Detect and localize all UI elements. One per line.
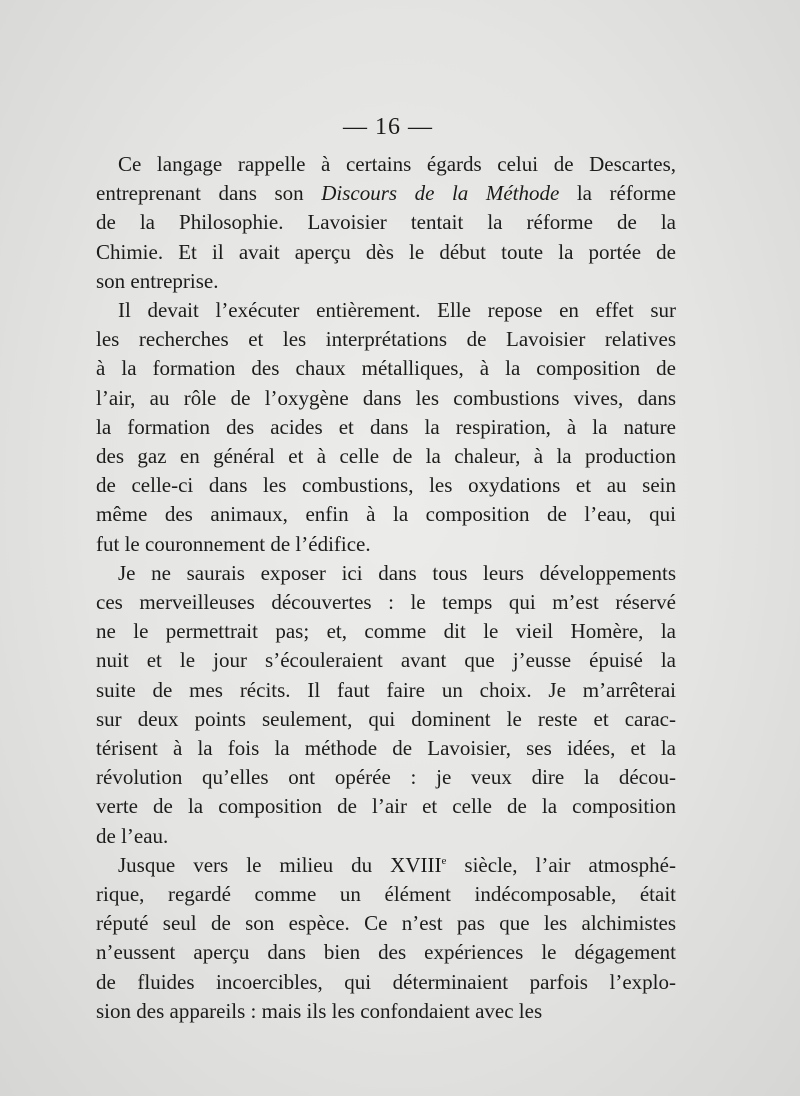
text-line xyxy=(96,179,676,208)
text-segment: suite de mes récits. Il faut faire un choix. Je m’arrêterai xyxy=(96,677,676,702)
text-segment: sion des appareils : mais ils les confondaient avec les xyxy=(96,998,543,1023)
text-segment: térisent à la fois la méthode de Lavoisier, ses idées, et la xyxy=(96,736,676,761)
text-segment: verte de la composition de l’air et celle de la composition xyxy=(96,794,676,819)
text-line xyxy=(96,997,676,1026)
text-line xyxy=(96,734,676,763)
text-line xyxy=(96,500,676,529)
paragraph xyxy=(96,559,676,851)
text-segment: ces merveilleuses découvertes : le temps qui m’est réservé xyxy=(96,590,676,615)
paragraph xyxy=(96,150,676,296)
italic-title: Discours de la Méthode xyxy=(321,181,560,206)
text-segment: l’air, au rôle de l’oxygène dans les combustions vives, dans xyxy=(96,385,676,410)
text-line xyxy=(96,617,676,646)
text-line xyxy=(96,238,676,267)
text-segment: rique, regardé comme un élément indécomposable, était xyxy=(96,882,676,907)
text-segment: révolution qu’elles ont opérée : je veux dire la décou- xyxy=(96,765,676,790)
text-segment: ne le permettrait pas; et, comme dit le vieil Homère, la xyxy=(96,619,676,644)
text-line xyxy=(96,938,676,967)
text-segment: même des animaux, enfin à la composition de l’eau, qui xyxy=(96,502,676,527)
text-line xyxy=(96,705,676,734)
text-line xyxy=(96,763,676,792)
text-line xyxy=(96,646,676,675)
text-segment: entreprenant dans son xyxy=(96,181,322,206)
text-segment: Jusque vers le milieu du XVIII xyxy=(118,852,442,877)
text-segment: Chimie. Et il avait aperçu dès le début toute la portée de xyxy=(96,239,676,264)
text-segment: n’eussent aperçu dans bien des expériences le dégagement xyxy=(96,940,676,965)
text-line xyxy=(96,325,676,354)
text-line xyxy=(96,208,676,237)
text-line xyxy=(96,267,676,296)
text-line xyxy=(96,442,676,471)
text-line xyxy=(96,559,676,588)
text-segment: Il devait l’exécuter entièrement. Elle repose en effet sur xyxy=(118,298,676,323)
text-segment: à la formation des chaux métalliques, à la composition de xyxy=(96,356,676,381)
text-segment: de la Philosophie. Lavoisier tentait la réforme de la xyxy=(96,210,676,235)
text-segment: son entreprise. xyxy=(96,268,219,293)
superscript: e xyxy=(441,854,447,867)
text-segment: la réforme xyxy=(559,181,676,206)
text-segment: de fluides incoercibles, qui déterminaient parfois l’explo- xyxy=(96,969,676,994)
text-segment: les recherches et les interprétations de Lavoisier relatives xyxy=(96,327,676,352)
text-line xyxy=(96,588,676,617)
text-line xyxy=(96,150,676,179)
text-line xyxy=(96,909,676,938)
text-line xyxy=(96,413,676,442)
text-line xyxy=(96,530,676,559)
text-segment: Je ne saurais exposer ici dans tous leurs développements xyxy=(118,560,676,585)
text-segment: de l’eau. xyxy=(96,823,169,848)
text-line xyxy=(96,471,676,500)
text-line xyxy=(96,968,676,997)
text-line xyxy=(96,792,676,821)
text-line xyxy=(96,851,676,880)
text-line xyxy=(96,296,676,325)
text-segment: fut le couronnement de l’édifice. xyxy=(96,531,371,556)
paragraph xyxy=(96,296,676,559)
text-segment: de celle-ci dans les combustions, les oxydations et au sein xyxy=(96,473,676,498)
paragraph xyxy=(96,851,676,1026)
text-line xyxy=(96,384,676,413)
text-line xyxy=(96,354,676,383)
text-line xyxy=(96,676,676,705)
text-segment: la formation des acides et dans la respiration, à la nature xyxy=(96,414,676,439)
text-segment: réputé seul de son espèce. Ce n’est pas que les alchimistes xyxy=(96,911,676,936)
text-segment: des gaz en général et à celle de la chaleur, à la production xyxy=(96,444,676,469)
page-number: — 16 — xyxy=(343,114,433,140)
text-segment: nuit et le jour s’écouleraient avant que j’eusse épuisé la xyxy=(96,648,676,673)
text-segment: siècle, l’air atmosphé- xyxy=(446,852,676,877)
text-line xyxy=(96,880,676,909)
text-segment: Ce langage rappelle à certains égards celui de Descartes, xyxy=(118,152,676,176)
text-segment: sur deux points seulement, qui dominent le reste et carac- xyxy=(96,706,676,731)
text-line xyxy=(96,822,676,851)
body-text xyxy=(96,150,676,1026)
